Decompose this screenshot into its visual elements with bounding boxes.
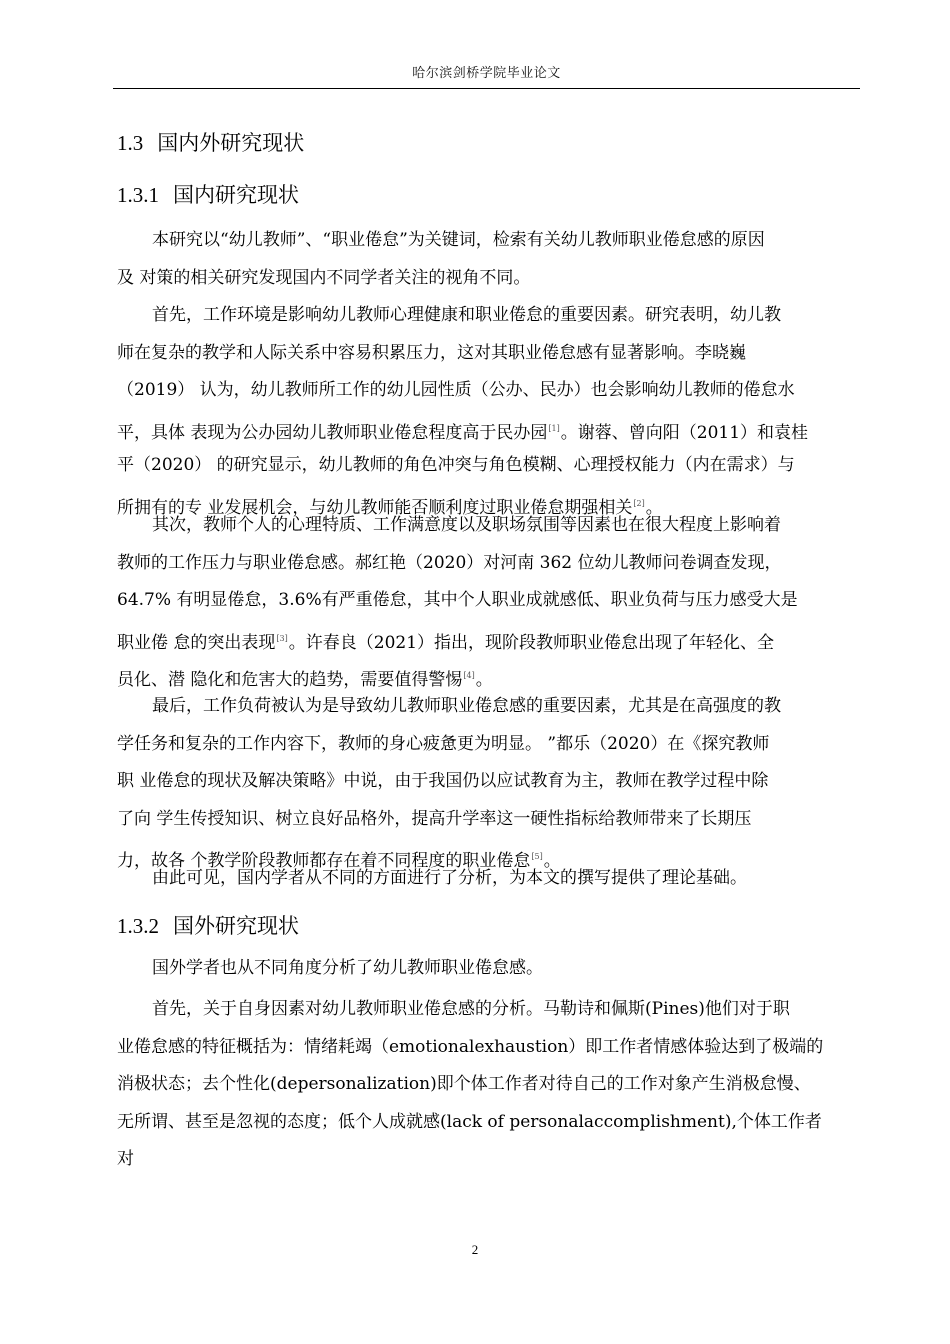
text-line: （2019） 认为，幼儿教师所工作的幼儿园性质（公办、民办）也会影响幼儿教师的倦怠水 [117,380,795,400]
text-line: 本研究以“幼儿教师”、“职业倦怠”为关键词，检索有关幼儿教师职业倦怠感的原因 [152,230,765,250]
text-segment: 职业倦 怠的突出表现 [117,632,276,653]
section-heading-1-3-2 [117,910,299,940]
paragraph-domestic-intro [117,222,862,297]
text-segment: 。 [475,670,493,690]
text-line: 职 业倦怠的现状及解决策略》中说，由于我国仍以应试教育为主，教师在教学过程中除 [117,771,769,791]
paragraph-personal-traits [117,507,862,695]
paragraph-workload [117,688,862,876]
section-number: 1.3.1 [117,183,159,207]
text-line: 国外学者也从不同角度分析了幼儿教师职业倦怠感。 [152,958,543,978]
text-line [117,410,862,448]
section-number: 1.3.2 [117,914,159,938]
citation-ref: [1] [548,423,560,433]
citation-ref: [3] [276,633,288,643]
citation-ref: [5] [531,852,543,861]
text-segment: 力，故各 个教学阶段教师都存在着不同程度的职业倦怠 [117,851,531,871]
header-rule [113,88,860,89]
citation-ref: [2] [633,498,645,508]
paragraph-self-factors [117,991,862,1179]
text-line: 对 [117,1149,134,1169]
section-heading-1-3 [117,127,304,157]
running-header: 哈尔滨剑桥学院毕业论文 [412,66,561,81]
text-line: 平（2020） 的研究显示，幼儿教师的角色冲突与角色模糊、心理授权能力（内在需求）与 [117,455,795,475]
section-title: 国内研究现状 [173,183,299,207]
text-segment: 。许春良（2021）指出，现阶段教师职业倦怠出现了年轻化、全 [288,632,775,653]
text-line: 了向 学生传授知识、树立良好品格外，提高升学率这一硬性指标给教师带来了长期压 [117,808,752,829]
text-line: 其次，教师个人的心理特质、工作满意度以及职场氛围等因素也在很大程度上影响着 [152,515,781,535]
text-line: 消极状态；去个性化(depersonalization)即个体工作者对待自己的工作对象产生消极怠慢、 [117,1074,811,1094]
text-line: 学任务和复杂的工作内容下，教师的身心疲惫更为明显。 ”都乐（2020）在《探究教师 [117,733,770,754]
paragraph-work-environment [117,297,862,522]
text-segment: 。 [645,497,663,518]
section-number: 1.3 [117,131,144,155]
text-line: 无所谓、甚至是忽视的态度；低个人成就感(lack of personalaccomplishment),个体工作者 [117,1111,822,1132]
text-segment: 。 [543,851,561,871]
text-segment: 平，具体 表现为公办园幼儿教师职业倦怠程度高于民办园 [117,422,548,443]
text-line: 及 对策的相关研究发现国内不同学者关注的视角不同。 [117,267,531,288]
page-number: 2 [471,1242,479,1257]
text-line: 64.7% 有明显倦怠，3.6%有严重倦怠，其中个人职业成就感低、职业负荷与压力感受大是 [117,590,798,610]
text-line [117,620,862,658]
section-heading-1-3-1 [117,179,299,209]
text-line: 首先，工作环境是影响幼儿教师心理健康和职业倦怠的重要因素。研究表明，幼儿教 [152,305,781,325]
citation-ref: [4] [463,671,475,680]
text-segment: 所拥有的专 业发展机会，与幼儿教师能否顺利度过职业倦怠期强相关 [117,497,633,518]
text-segment: 。谢蓉、曾向阳（2011）和袁桂 [560,422,809,443]
text-line: 由此可见，国内学者从不同的方面进行了分析，为本文的撰写提供了理论基础。 [152,868,747,888]
paragraph-domestic-summary [117,860,862,898]
text-line: 师在复杂的教学和人际关系中容易积累压力，这对其职业倦怠感有显著影响。李晓巍 [117,342,746,363]
text-line: 首先，关于自身因素对幼儿教师职业倦怠感的分析。马勒诗和佩斯(Pines)他们对于职 [152,999,790,1019]
text-line: 业倦怠感的特征概括为：情绪耗竭（emotionalexhaustion）即工作者情感体验达到了极端的 [117,1036,824,1057]
text-segment: 员化、潜 隐化和危害大的趋势，需要值得警惕 [117,670,463,690]
text-line: 最后，工作负荷被认为是导致幼儿教师职业倦怠感的重要因素，尤其是在高强度的教 [152,696,781,716]
section-title: 国内外研究现状 [157,131,305,155]
text-line: 教师的工作压力与职业倦怠感。郝红艳（2020）对河南 362 位幼儿教师问卷调查发现， [117,552,782,573]
section-title: 国外研究现状 [173,914,299,938]
paragraph-foreign-intro [117,950,862,988]
